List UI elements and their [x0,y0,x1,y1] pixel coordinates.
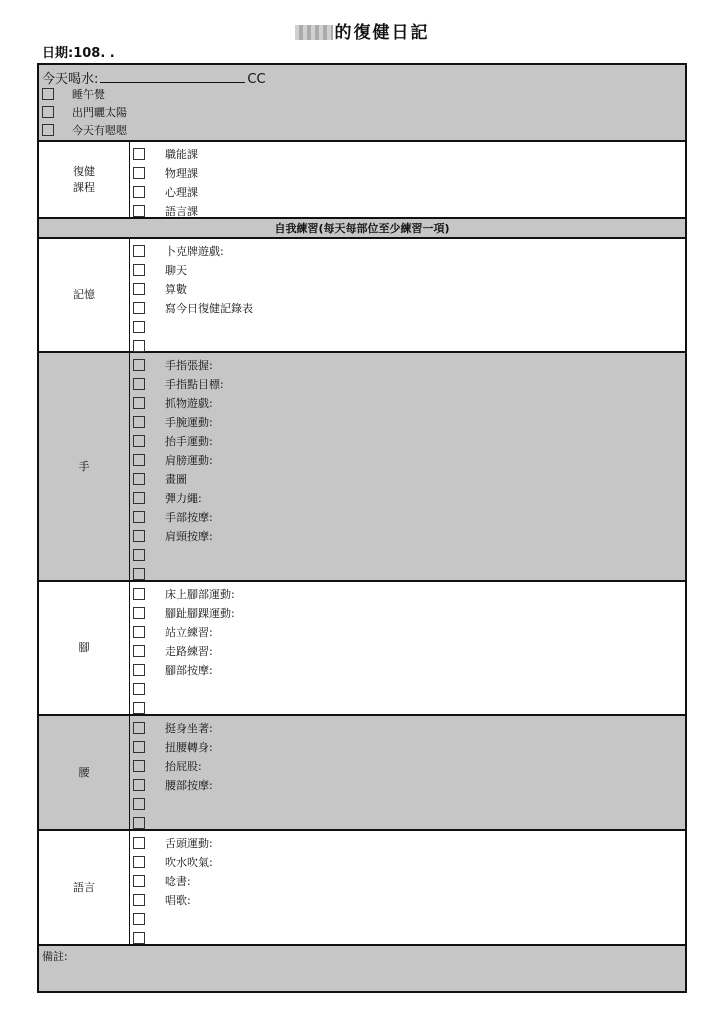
waist-label: 腰 [78,765,90,779]
checklist-item-label: 手指張握: [165,358,213,372]
checklist-item-label: 床上腳部運動: [165,587,235,601]
checklist-item [133,641,235,660]
checklist-item [133,374,224,393]
checkbox[interactable] [133,702,145,714]
checkbox[interactable] [133,530,145,542]
checklist-item-label: 唱歌: [165,893,191,907]
checklist-item-label: 手腕運動: [165,415,213,429]
checklist-item [133,660,235,679]
checklist-item-label: 唸書: [165,874,191,888]
hand-section [39,353,685,582]
checklist-item-label: 手指點目標: [165,377,224,391]
checklist-item-label: 語言課 [165,204,198,218]
checklist-item [133,298,253,317]
checkbox[interactable] [133,359,145,371]
checklist-item [133,890,213,909]
rehab-section [39,142,685,219]
checkbox[interactable] [42,88,54,100]
checkbox[interactable] [133,340,145,352]
checklist-item [133,144,198,163]
checklist-item-label: 肩頸按摩: [165,529,213,543]
checklist-item [133,241,253,260]
date-field[interactable]: 日期:108. . [42,46,115,61]
rehab-items [133,144,198,220]
checklist-item [133,603,235,622]
checkbox[interactable] [133,148,145,160]
checklist-item [133,698,235,717]
checklist-item-label: 心理課 [165,185,198,199]
column-divider [129,831,130,944]
checkbox[interactable] [133,264,145,276]
checkbox[interactable] [133,645,145,657]
checklist-item [133,279,253,298]
practice-banner: 自我練習(每天每部位至少練習一項) [39,219,685,239]
column-divider [129,239,130,351]
column-divider [129,353,130,580]
checklist-item [133,871,213,890]
checkbox[interactable] [133,321,145,333]
checklist-item-label: 腰部按摩: [165,778,213,792]
redacted-name [295,25,333,40]
checklist-item [133,584,235,603]
checkbox[interactable] [133,416,145,428]
leg-label: 腳 [78,641,90,654]
hand-label: 手 [78,459,90,473]
checklist-item [133,526,224,545]
checklist-item-label: 手部按摩: [165,510,213,524]
checkbox[interactable] [133,798,145,810]
memory-section [39,239,685,353]
waist-section [39,716,685,831]
checkbox[interactable] [133,760,145,772]
speech-section [39,831,685,946]
rehab-label: 復健 課程 [73,164,95,194]
checkbox[interactable] [133,473,145,485]
checkbox[interactable] [133,283,145,295]
column-divider [129,582,130,714]
checkbox[interactable] [133,435,145,447]
checkbox[interactable] [133,205,145,217]
checkbox[interactable] [133,607,145,619]
checklist-item-label: 卜克牌遊戲: [165,244,224,258]
memory-label: 記憶 [73,288,95,301]
checkbox[interactable] [133,302,145,314]
speech-items [133,833,213,947]
checklist-item [133,928,213,947]
checklist-item-label: 扭腰轉身: [165,740,213,754]
checklist-item: 今天有嗯嗯 [42,121,127,139]
water-unit: CC [247,72,266,87]
checklist-item [133,450,224,469]
checkbox[interactable] [133,568,145,580]
checklist-item [133,317,253,336]
checklist-item [133,756,213,775]
checklist-item-label: 算數 [165,282,187,296]
checkbox[interactable] [133,454,145,466]
checkbox[interactable] [133,683,145,695]
checkbox[interactable] [133,588,145,600]
checklist-item [133,794,213,813]
checkbox[interactable] [133,894,145,906]
checkbox[interactable] [133,817,145,829]
checklist-item-label: 抬手運動: [165,434,213,448]
memory-items [133,241,253,355]
checklist-item [133,469,224,488]
checklist-item-label: 抓物遊戲: [165,396,213,410]
checklist-item-label: 畫圖 [165,472,187,486]
checklist-item [133,909,213,928]
checkbox[interactable] [133,245,145,257]
checkbox[interactable] [42,106,54,118]
checklist-item [133,182,198,201]
column-divider [129,716,130,829]
leg-items [133,584,235,717]
checklist-item-label: 抬屁股: [165,759,202,773]
checklist-item [133,737,213,756]
checkbox[interactable] [133,875,145,887]
checkbox[interactable] [133,186,145,198]
checklist-item [133,679,235,698]
checklist-item-label: 肩膀運動: [165,453,213,467]
hand-items [133,355,224,583]
waist-items [133,718,213,832]
checkbox[interactable] [133,856,145,868]
checklist-item-label: 挺身坐著: [165,721,213,735]
notes-label: 備註: [42,950,68,963]
checkbox[interactable] [133,397,145,409]
diary-sheet [37,63,687,993]
checkbox[interactable] [42,124,54,136]
checklist-item [133,622,235,641]
checklist-item-label: 腳趾腳踝運動: [165,606,235,620]
checklist-item [133,431,224,450]
leg-section [39,582,685,716]
checklist-item [133,507,224,526]
daily-items [42,85,127,139]
checkbox[interactable] [133,511,145,523]
checklist-item [133,488,224,507]
checklist-item [133,163,198,182]
checkbox[interactable] [133,837,145,849]
checklist-item-label: 寫今日復健記錄表 [165,301,253,315]
checklist-item: 睡午覺 [42,85,127,103]
checkbox[interactable] [133,913,145,925]
water-label: 今天喝水: [42,72,99,87]
checkbox[interactable] [133,779,145,791]
checkbox[interactable] [133,167,145,179]
checklist-item-label: 舌頭運動: [165,836,213,850]
checkbox[interactable] [133,492,145,504]
checklist-item-label: 彈力繩: [165,491,202,505]
checklist-item [133,545,224,564]
checklist-item [133,718,213,737]
checklist-item-label: 腳部按摩: [165,663,213,677]
checkbox[interactable] [133,722,145,734]
checklist-item-label: 聊天 [165,263,187,277]
checklist-item-label: 職能課 [165,147,198,161]
checklist-item [133,813,213,832]
checklist-item [133,201,198,220]
checklist-item-label: 走路練習: [165,644,213,658]
checkbox[interactable] [133,932,145,944]
checkbox[interactable] [133,549,145,561]
checklist-item-label: 物理課 [165,166,198,180]
column-divider [129,142,130,217]
checkbox[interactable] [133,664,145,676]
checkbox[interactable] [133,378,145,390]
checklist-item [133,393,224,412]
checkbox[interactable] [133,741,145,753]
checklist-item [133,564,224,583]
checklist-item [133,775,213,794]
checklist-item [133,833,213,852]
water-input-line[interactable] [100,71,245,83]
checklist-item [133,355,224,374]
checklist-item [133,412,224,431]
daily-section [39,65,685,142]
checkbox[interactable] [133,626,145,638]
notes-section[interactable] [39,946,685,991]
title-text: 的復健日記 [334,23,430,43]
checklist-item-label: 吹水吹氣: [165,855,213,869]
page-title [0,18,724,43]
checklist-item-label: 站立練習: [165,625,213,639]
checklist-item [133,260,253,279]
checklist-item [133,852,213,871]
speech-label: 語言 [73,880,95,894]
checklist-item: 出門曬太陽 [42,103,127,121]
